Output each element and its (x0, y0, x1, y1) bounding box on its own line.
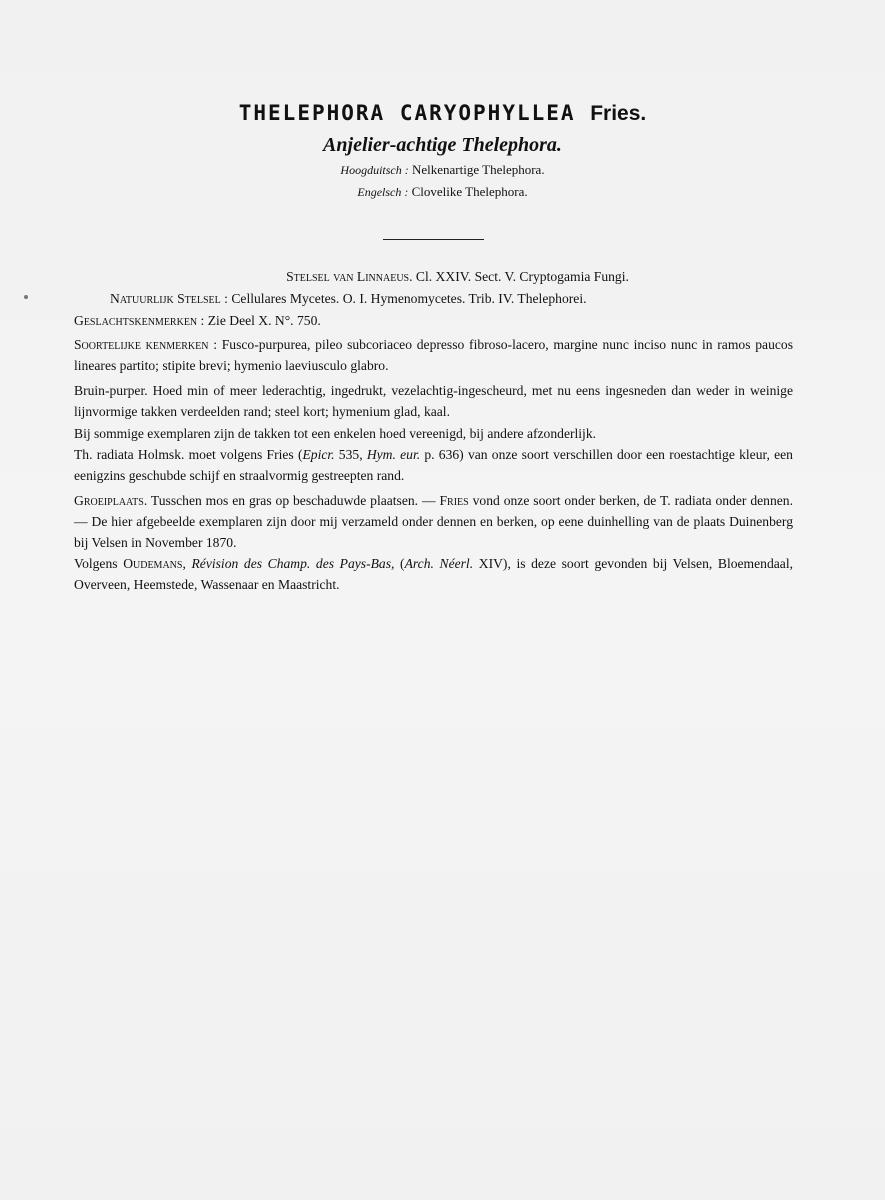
description-paragraph-1: Bruin-purper. Hoed min of meer lederachtig, ingedrukt, vezelachtig-ingescheurd, met nu eens ingesneden dan weder in weinige lijnvormige takken verdeelden rand; steel kort; hymenium glad, kaal. (74, 382, 793, 419)
linnaeus-text: Cl. XXIV. Sect. V. Cryptogamia Fungi. (415, 269, 629, 284)
species-author: Fries. (590, 102, 647, 125)
species-text: Fusco-purpurea, pileo subcoriaceo depresso fibroso-lacero, margine nunc inciso nunc in ramos paucos lineares partito; stipite brevi; hymenio laeviusculo glabro. (74, 337, 793, 374)
habitat-text-1: Tusschen mos en gras op beschaduwde plaatsen. — (150, 492, 436, 508)
habitat-fries: Fries (439, 492, 469, 508)
radiata-epicr: Epicr. (302, 447, 335, 463)
body-text (74, 267, 793, 596)
natural-label: Natuurlijk Stelsel : (110, 290, 228, 306)
natural-text: Cellulares Mycetes. O. I. Hymenomycetes. Trib. IV. Thelephorei. (231, 290, 587, 306)
oudemans-post: XIV), is deze soort gevonden bij Velsen, Bloemendaal, Overveen, Heemstede, Wassenaar en Maastricht. (74, 556, 794, 593)
radiata-hym: Hym. eur. (366, 447, 421, 463)
english-name-line (0, 181, 885, 203)
natural-system-line (74, 289, 793, 310)
radiata-mid: 535, (334, 447, 367, 463)
habitat-label: Groeiplaats. (74, 492, 148, 508)
english-label: Engelsch : (357, 185, 409, 199)
radiata-paragraph (74, 445, 793, 487)
oudemans-paragraph (74, 554, 793, 596)
german-name: Nelkenartige Thelephora. (411, 162, 545, 177)
oudemans-pre: Volgens (74, 556, 118, 572)
genus-characters-line (74, 311, 793, 332)
linnaeus-system-line (74, 267, 793, 288)
species-name: THELEPHORA CARYOPHYLLEA (238, 101, 576, 125)
species-characters-paragraph (74, 335, 793, 377)
german-name-line (0, 159, 885, 181)
dutch-common-name: Anjelier-achtige Thelephora. (323, 134, 562, 156)
habitat-text-2: vond onze soort onder berken, de T. radiata onder dennen. — De hier afgebeelde exemplaren zijn door mij verzameld onder dennen en berken, op eene duinhelling van de plaats Duinenberg bij Velsen in November 1870. (74, 492, 793, 550)
page-title (0, 98, 885, 129)
title-divider (383, 239, 484, 240)
species-label: Soortelijke kenmerken : (74, 337, 217, 353)
genus-label: Geslachtskenmerken : (74, 312, 205, 328)
linnaeus-label: Stelsel van Linnaeus. (286, 269, 413, 284)
oudemans-arch-open: ( (400, 556, 405, 572)
oudemans-work: Révision des Champ. des Pays-Bas, (191, 556, 395, 572)
german-label: Hoogduitsch : (340, 163, 409, 177)
english-name: Clovelike Thelephora. (411, 184, 528, 199)
description-paragraph-2: Bij sommige exemplaren zijn de takken tot een enkelen hoed vereenigd, bij andere afzonderlijk. (74, 425, 597, 441)
oudemans-arch: Arch. Néerl. (404, 556, 474, 572)
radiata-post: p. 636) van onze soort verschillen door een roestachtige kleur, een eenigzins geschubde schijf en straalvormig gestreepten rand. (74, 447, 793, 484)
genus-text: Zie Deel X. N°. 750. (207, 312, 321, 328)
paper-speck (24, 295, 28, 299)
oudemans-name: Oudemans, (123, 556, 186, 572)
title-block (0, 98, 885, 203)
habitat-paragraph (74, 491, 793, 553)
radiata-pre: Th. radiata Holmsk. moet volgens Fries ( (74, 447, 303, 463)
